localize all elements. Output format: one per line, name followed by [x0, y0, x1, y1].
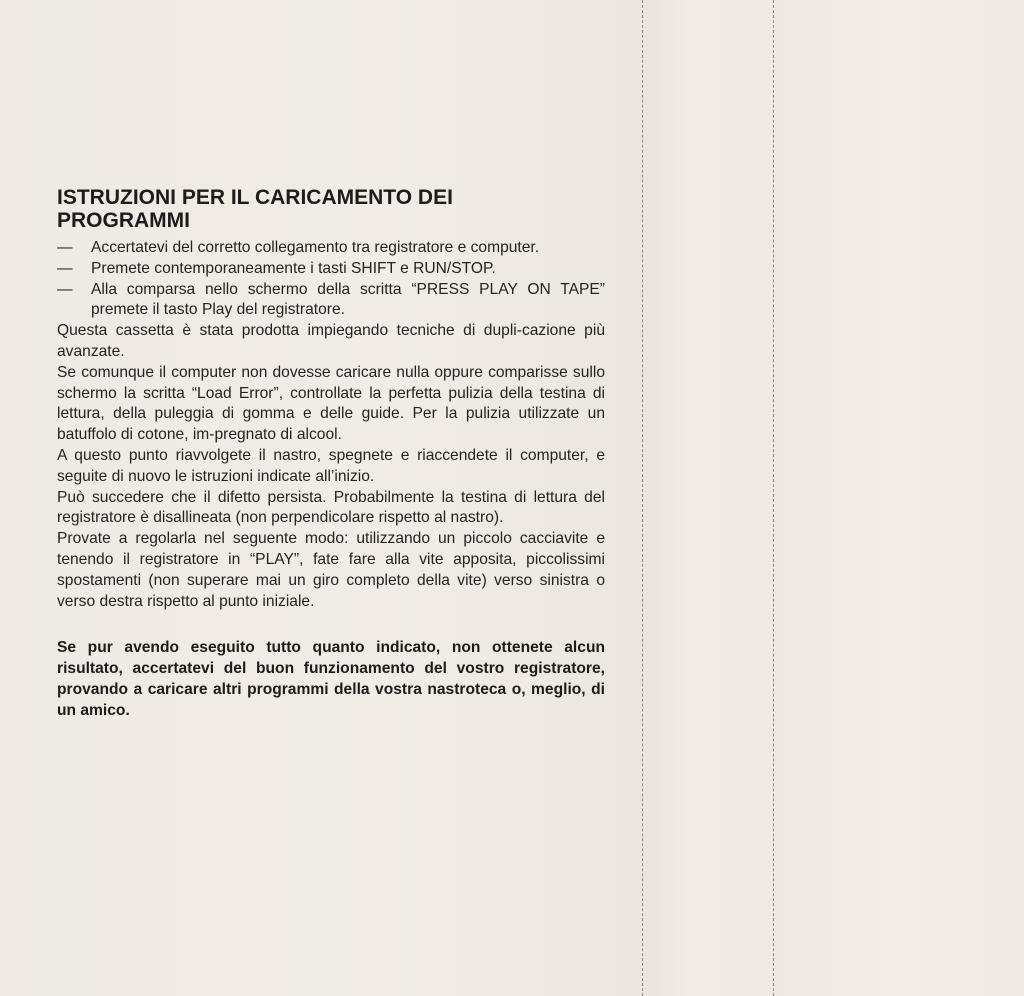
list-item	[57, 280, 605, 322]
list-item	[57, 238, 605, 259]
inlay-panel-right	[774, 0, 1024, 996]
step-text: Premete contemporaneamente i tasti SHIFT e RUN/STOP.	[91, 259, 496, 277]
paragraph: A questo punto riavvolgete il nastro, spegnete e riaccendete il computer, e seguite di nuovo le istruzioni indicate all’inizio.	[57, 446, 605, 485]
page-title: ISTRUZIONI PER IL CARICAMENTO DEI PROGRAMMI	[57, 186, 453, 232]
step-text: Accertatevi del corretto collegamento tra registratore e computer.	[91, 239, 540, 256]
paragraph: Questa cassetta è stata prodotta impiegando tecniche di dupli-cazione più avanzate.	[57, 322, 605, 360]
troubleshooting-note: Se pur avendo eseguito tutto quanto indicato, non ottenete alcun risultato, accertatevi del buon funzionamento del vostro registratore, provando a caricare altri programmi della vostra nastroteca o, meglio, di un amico.	[57, 639, 605, 719]
steps-list	[57, 238, 605, 321]
fold-line	[773, 0, 774, 996]
instructions-section	[57, 186, 605, 722]
step-text: Alla comparsa nello schermo della scritta “PRESS PLAY ON TAPE” premete il tasto Play del registratore.	[91, 280, 605, 319]
paragraph: Può succedere che il difetto persista. Probabilmente la testina di lettura del registratore è disallineata (non perpendicolare rispetto al nastro).	[57, 488, 605, 527]
dash-marker: —	[57, 259, 73, 277]
dash-marker: —	[57, 280, 73, 298]
paragraph: Provate a regolarla nel seguente modo: utilizzando un piccolo cacciavite e tenendo il registratore in “PLAY”, fate fare alla vite apposita, piccolissimi spostamenti (non superare mai un giro completo della vite) verso sinistra o verso destra rispetto al punto iniziale.	[57, 530, 605, 610]
list-item	[57, 259, 605, 280]
dash-marker: —	[57, 239, 73, 256]
paragraph: Se comunque il computer non dovesse caricare nulla oppure comparisse sullo schermo la scritta “Load Error”, controllate la perfetta pulizia della testina di lettura, della puleggia di gomma e delle guide. Per la pulizia utilizzate un batuffolo di cotone, im-pregnato di alcool.	[57, 363, 605, 444]
fold-line	[642, 0, 643, 996]
inlay-panel-spine	[643, 0, 773, 996]
